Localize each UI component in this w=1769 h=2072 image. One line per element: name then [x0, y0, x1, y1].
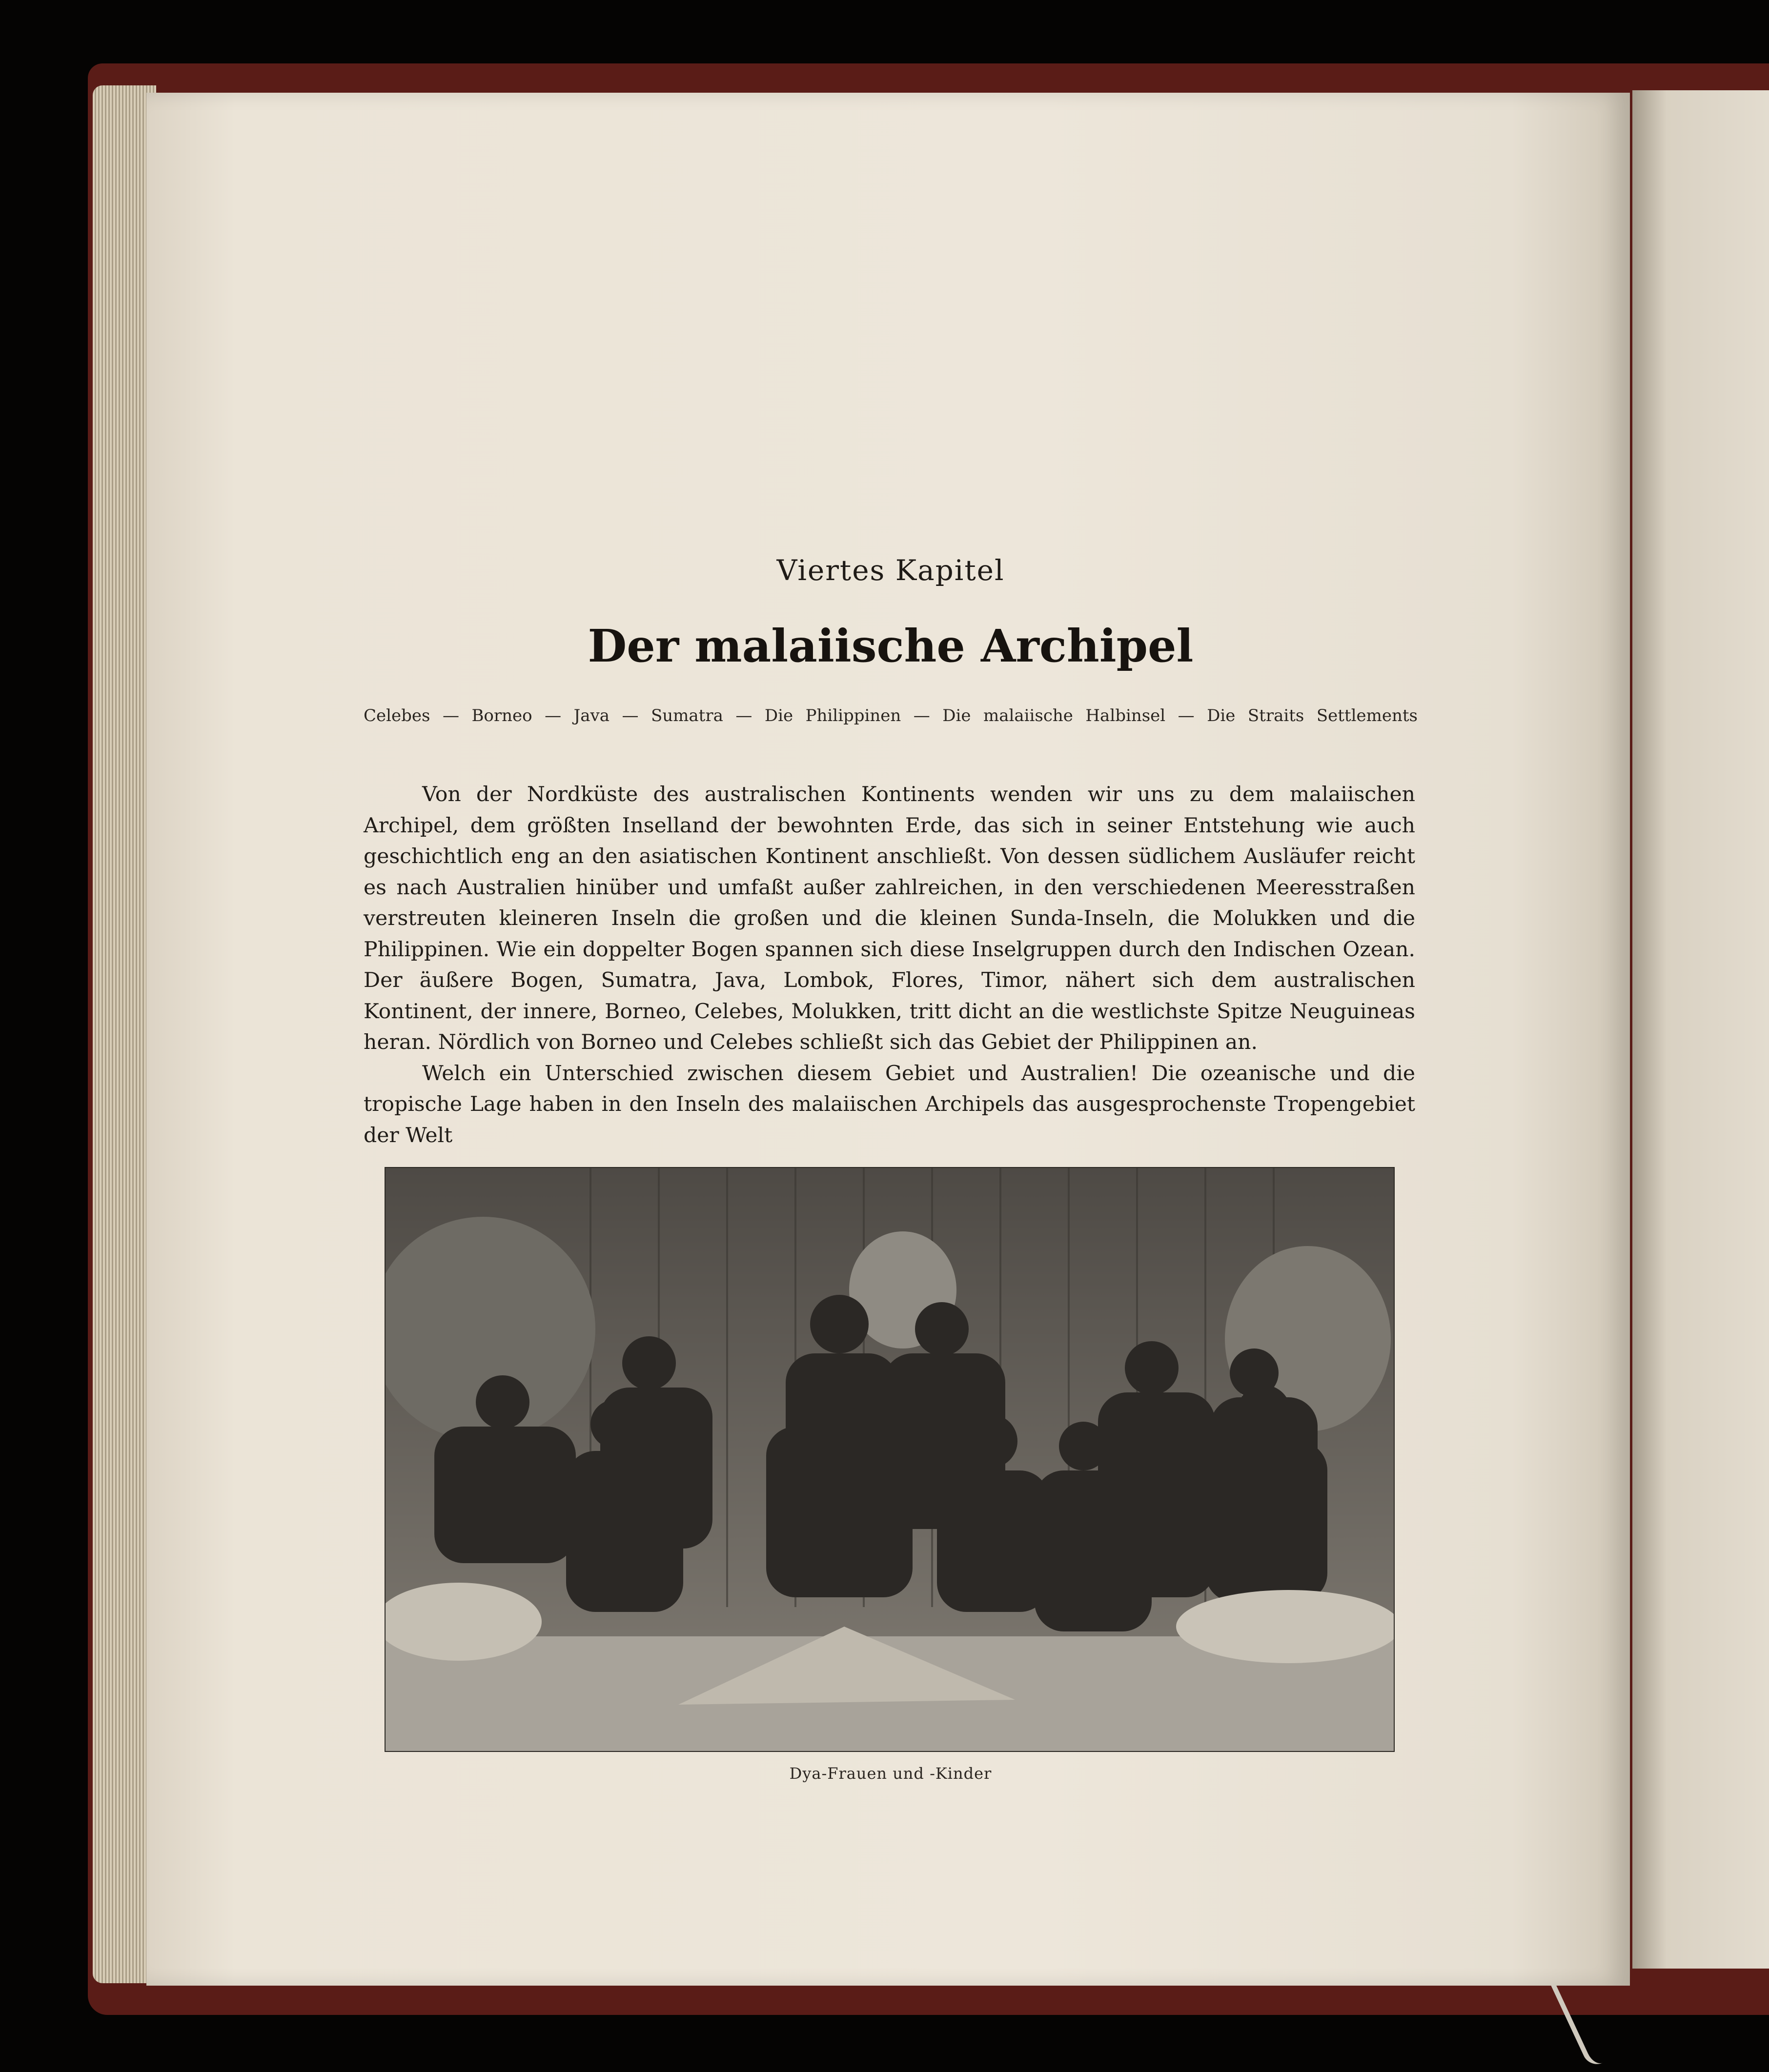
photograph: [385, 1167, 1395, 1752]
photo-caption: Dya-Frauen und -Kinder: [789, 1764, 992, 1783]
chapter-title: Der malaiische Archipel: [588, 620, 1194, 672]
topic-separator: —: [545, 706, 562, 725]
topic-separator: —: [913, 706, 930, 725]
topic-separator: —: [442, 706, 459, 725]
photo-illustration: [386, 1168, 1394, 1751]
topic: Borneo: [471, 706, 532, 725]
topic: Sumatra: [651, 706, 723, 725]
paragraph: Welch ein Unterschied zwischen diesem Gebiet und Australien! Die ozeanische und die tropische Lage haben in den Inseln des malaiischen Archipels das ausgesprochenste Tropengebiet der Welt: [364, 1061, 1415, 1147]
chapter-topics: [364, 706, 1418, 725]
topic: Java: [573, 706, 610, 725]
body-text: [364, 779, 1415, 1151]
topic-separator: —: [1178, 706, 1195, 725]
topic: Die malaiische Halbinsel: [942, 706, 1166, 725]
paragraph: Von der Nordküste des australischen Kontinents wenden wir uns zu dem malaiischen Archipel, dem größten Inselland der bewohnten Erde, das sich in seiner Entstehung wie auch geschichtlich eng an den asiatischen Kontinent anschließt. Von dessen südlichem Ausläufer reicht es nach Australien hinüber und umfaßt außer zahlreichen, in den verschiedenen Meeresstraßen verstreuten kleineren Inseln die großen und die kleinen Sunda-Inseln, die Molukken und die Philippinen. Wie ein doppelter Bogen spannen sich diese Inselgruppen durch den Indischen Ozean. Der äußere Bogen, Sumatra, Java, Lombok, Flores, Timor, nähert sich dem australischen Kontinent, der innere, Borneo, Celebes, Molukken, tritt dicht an die westlichste Spitze Neuguineas heran. Nördlich von Borneo und Celebes schließt sich das Gebiet der Philippinen an.: [364, 783, 1415, 1054]
right-page: [1632, 90, 1769, 1969]
topic: Die Straits Settlements: [1207, 706, 1418, 725]
chapter-label: Viertes Kapitel: [776, 554, 1005, 587]
topic: Die Philippinen: [764, 706, 901, 725]
topic-separator: —: [622, 706, 639, 725]
topic-separator: —: [735, 706, 752, 725]
topic: Celebes: [364, 706, 430, 725]
